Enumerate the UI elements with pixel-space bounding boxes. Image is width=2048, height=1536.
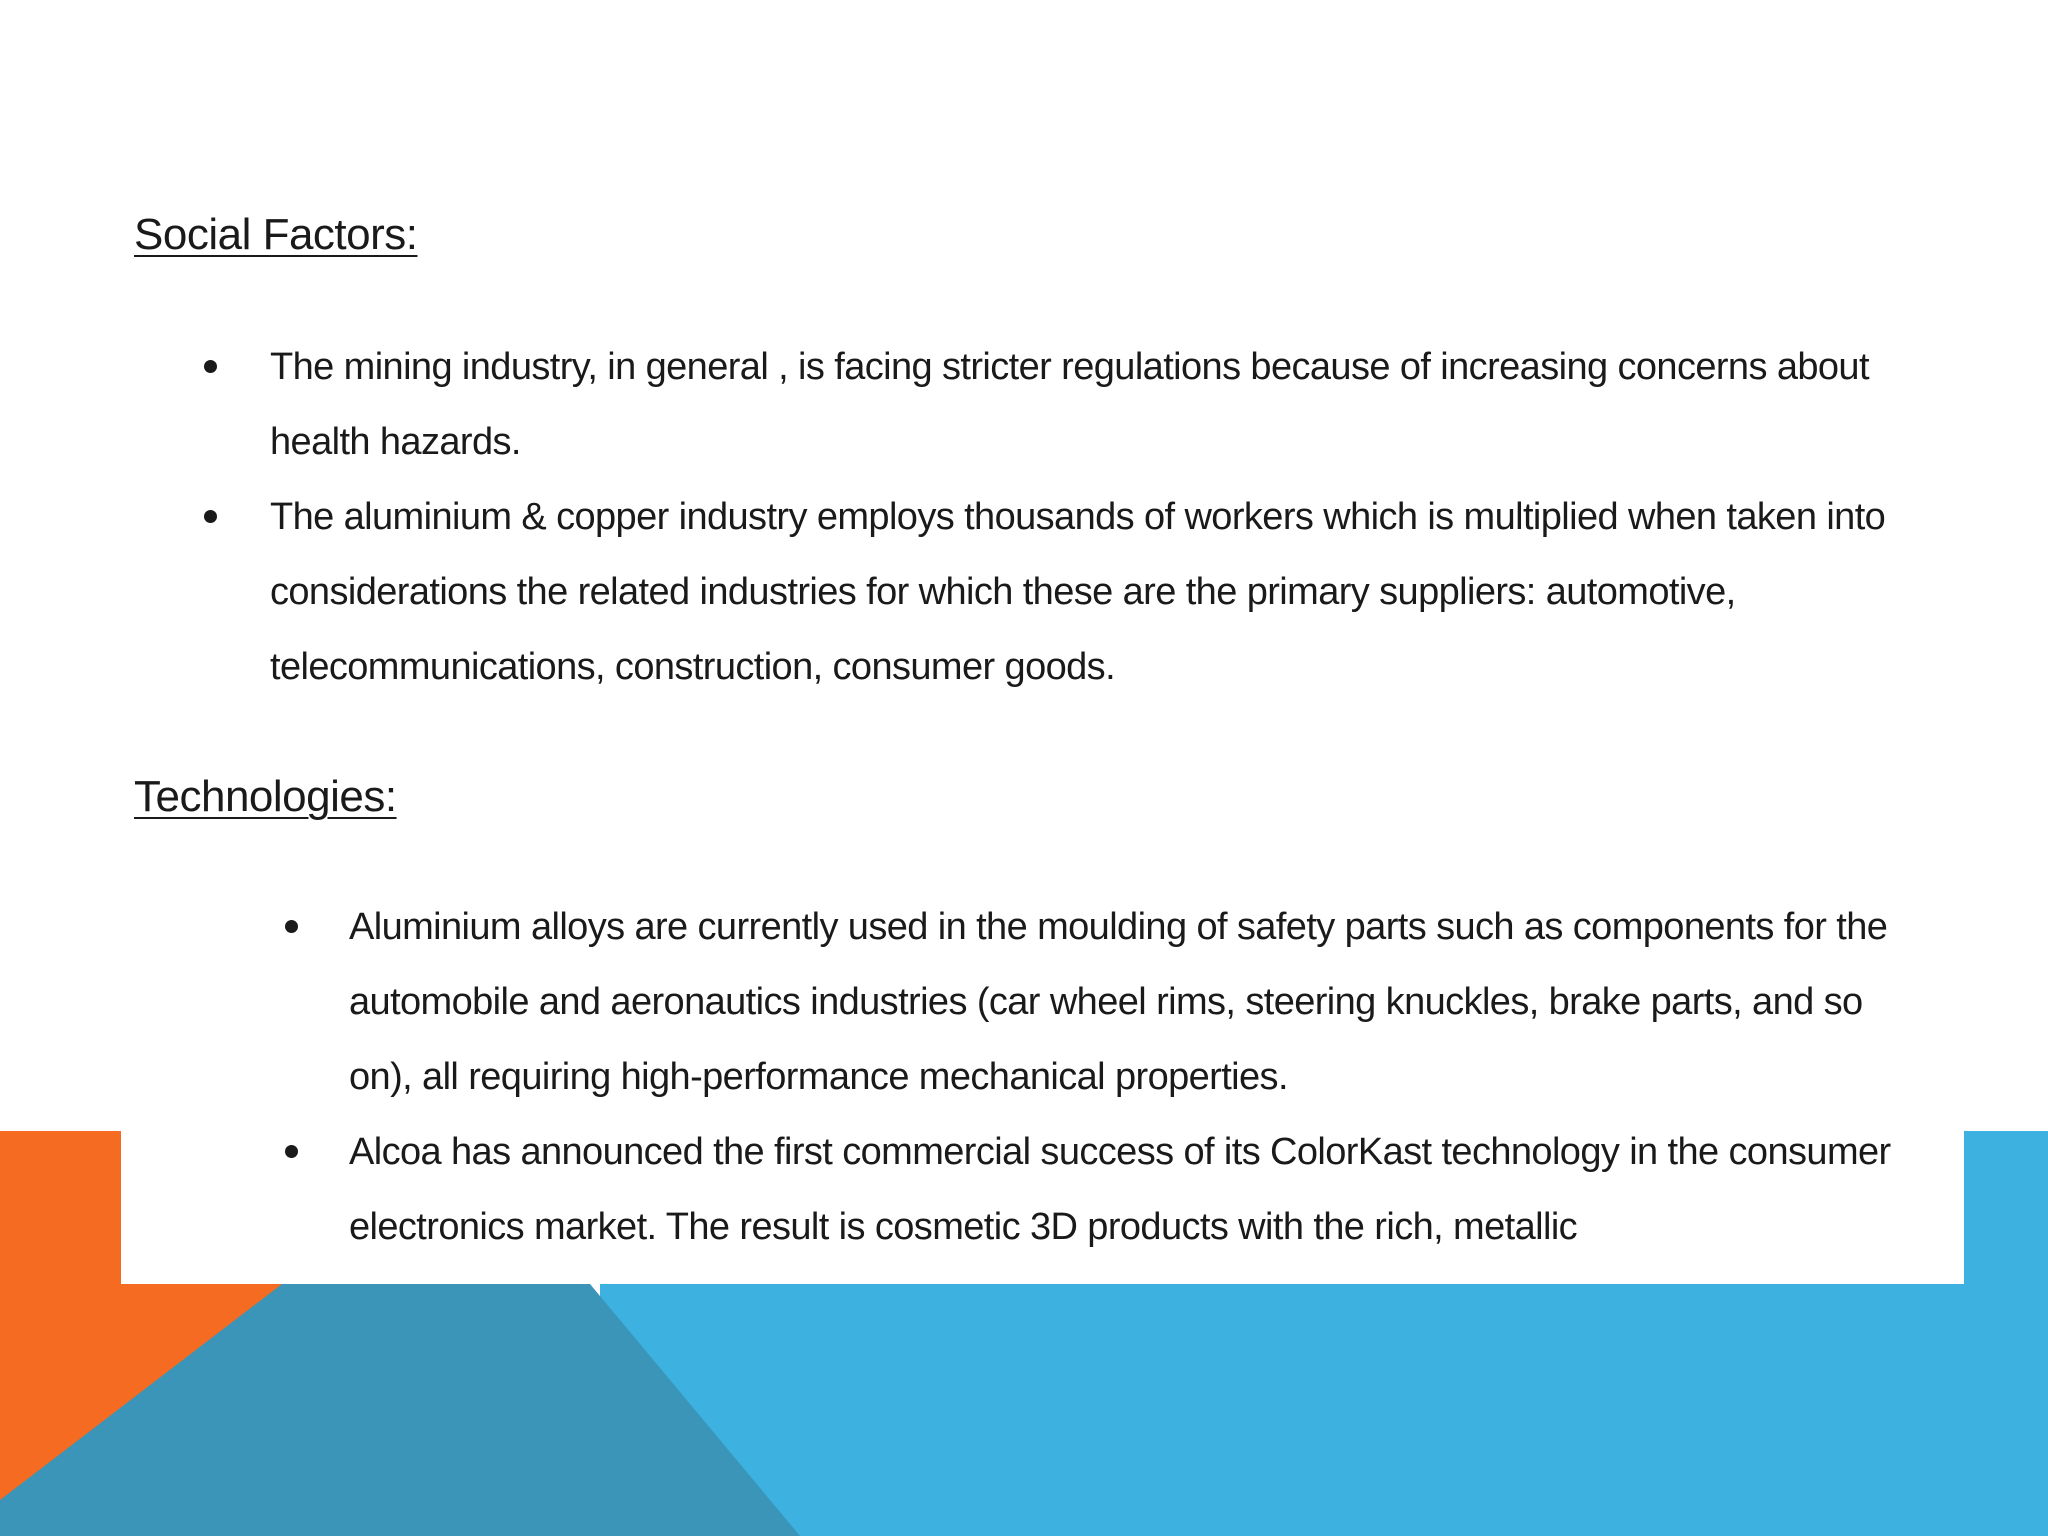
bullet-text: The mining industry, in general , is facing stricter regulations because of increasing concerns about health hazards. [270, 346, 1869, 463]
list-item [270, 330, 1910, 480]
bullet-text: Alcoa has announced the first commercial success of its ColorKast technology in the consumer electronics market. The result is cosmetic 3D products with the rich, metallic [349, 1131, 1891, 1248]
social-factors-heading: Social Factors: [134, 210, 418, 259]
bullet-icon [204, 510, 217, 523]
technologies-heading: Technologies: [134, 772, 397, 821]
bullet-text: Aluminium alloys are currently used in the moulding of safety parts such as components for the automobile and aeronautics industries (car wheel rims, steering knuckles, brake parts, and so on), all requiring high-performance mechanical properties. [349, 906, 1888, 1098]
bullet-icon [285, 1145, 298, 1158]
bullet-icon [204, 360, 217, 373]
bullet-text: The aluminium & copper industry employs thousands of workers which is multiplied when taken into considerations the related industries for which these are the primary suppliers: automotive, telecommunications, construction, consumer goods. [270, 496, 1886, 688]
bullet-icon [285, 920, 298, 933]
list-item [349, 890, 1909, 1115]
technologies-list [349, 890, 1909, 1265]
social-factors-list [270, 330, 1910, 705]
list-item [349, 1115, 1909, 1265]
list-item [270, 480, 1910, 705]
